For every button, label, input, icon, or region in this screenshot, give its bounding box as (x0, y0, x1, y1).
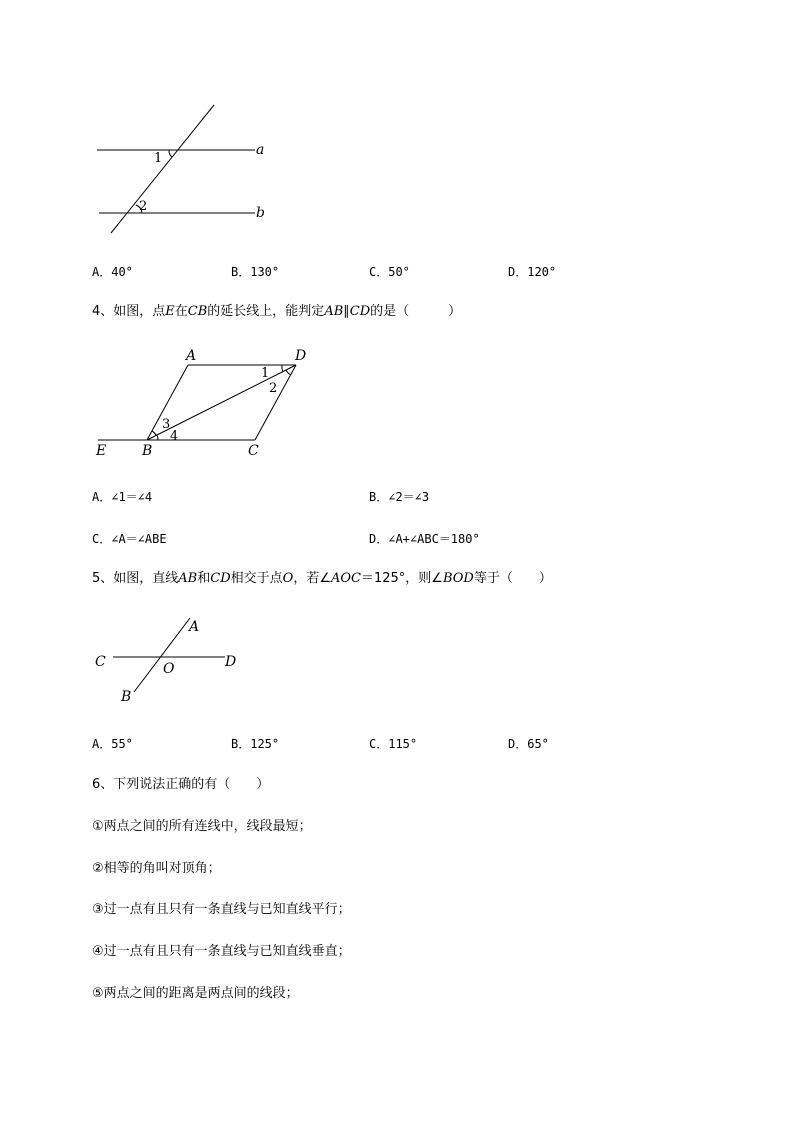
label-a: a (256, 142, 265, 158)
transversal-line (111, 105, 214, 233)
q4-question (92, 304, 461, 320)
label-2: 2 (269, 381, 278, 396)
line-ab (134, 618, 190, 692)
q5-option-b[interactable]: B．125° (231, 737, 280, 751)
label-O: O (163, 661, 175, 677)
label-A: A (189, 619, 200, 635)
q4-option-b[interactable]: B．∠2＝∠3 (369, 490, 430, 504)
q4-text-3: 的是（ ） (370, 304, 462, 319)
q5-option-a[interactable]: A．55° (92, 737, 133, 751)
label-4: 4 (170, 429, 179, 444)
q4-option-c[interactable]: C．∠A＝∠ABE (92, 532, 167, 546)
q4-segment-cd: CD (349, 304, 371, 319)
angle-1-arc (169, 150, 172, 157)
label-B: B (121, 689, 132, 705)
q4-segment-cb: CB (187, 304, 208, 319)
q5-line-ab: AB (178, 571, 198, 586)
angle-2-arc (286, 370, 291, 375)
q6-statement-2: ②相等的角叫对顶角； (92, 861, 221, 876)
figure-intersecting-lines (90, 612, 250, 712)
label-b: b (256, 205, 265, 221)
label-B: B (142, 443, 153, 459)
label-3: 3 (162, 417, 171, 432)
q3-option-d[interactable]: D．120° (508, 265, 557, 279)
q5-text-4: ＝125°，则∠ (360, 571, 443, 586)
q4-text-2: 的延长线上，能判定 (207, 304, 325, 319)
q4-option-a[interactable]: A．∠1＝∠4 (92, 490, 153, 504)
q4-point-e: E (165, 304, 175, 319)
q5-angle-bod: BOD (442, 571, 474, 586)
q6-statement-1: ①两点之间的所有连线中，线段最短； (92, 819, 312, 834)
q5-angle-aoc: AOC (330, 571, 361, 586)
q4-text-1: 在 (174, 304, 188, 319)
q5-option-c[interactable]: C．115° (369, 737, 418, 751)
label-C: C (248, 443, 259, 459)
label-A: A (186, 348, 197, 364)
angle-4-arc (157, 435, 158, 440)
label-1: 1 (154, 151, 163, 166)
label-D: D (225, 654, 237, 670)
q5-line-cd: CD (210, 571, 231, 586)
label-E: E (96, 443, 107, 459)
label-C: C (95, 654, 106, 670)
angle-1-arc (282, 365, 283, 372)
q6-statement-3: ③过一点有且只有一条直线与已知直线平行； (92, 902, 351, 917)
figure-parallelogram (90, 345, 320, 465)
q4-option-d[interactable]: D．∠A+∠ABC＝180° (369, 532, 480, 546)
angle-3-arc (152, 431, 156, 435)
q3-option-a[interactable]: A．40° (92, 265, 133, 279)
label-D: D (295, 348, 307, 364)
label-2: 2 (139, 199, 148, 214)
q5-text-prefix: 5、如图，直线 (92, 571, 179, 586)
q5-text-5: 等于（ ） (473, 571, 552, 586)
q5-question (92, 571, 552, 587)
q3-option-c[interactable]: C．50° (369, 265, 410, 279)
q3-option-b[interactable]: B．130° (231, 265, 280, 279)
q5-option-d[interactable]: D．65° (508, 737, 549, 751)
figure-parallel-lines (90, 100, 280, 240)
q4-text-prefix: 4、如图，点 (92, 304, 166, 319)
q4-segment-ab: AB (324, 304, 344, 319)
q6-statement-5: ⑤两点之间的距离是两点间的线段； (92, 986, 299, 1001)
q4-parallel-sign: ∥ (343, 304, 350, 319)
q5-text-3: ，若∠ (293, 571, 331, 586)
q5-text-2: 相交于点 (230, 571, 283, 586)
q5-point-o: O (282, 571, 294, 586)
q6-statement-4: ④过一点有且只有一条直线与已知直线垂直； (92, 944, 351, 959)
label-1: 1 (261, 366, 270, 381)
q6-question: 6、下列说法正确的有（ ） (92, 777, 270, 792)
q5-text-1: 和 (197, 571, 211, 586)
